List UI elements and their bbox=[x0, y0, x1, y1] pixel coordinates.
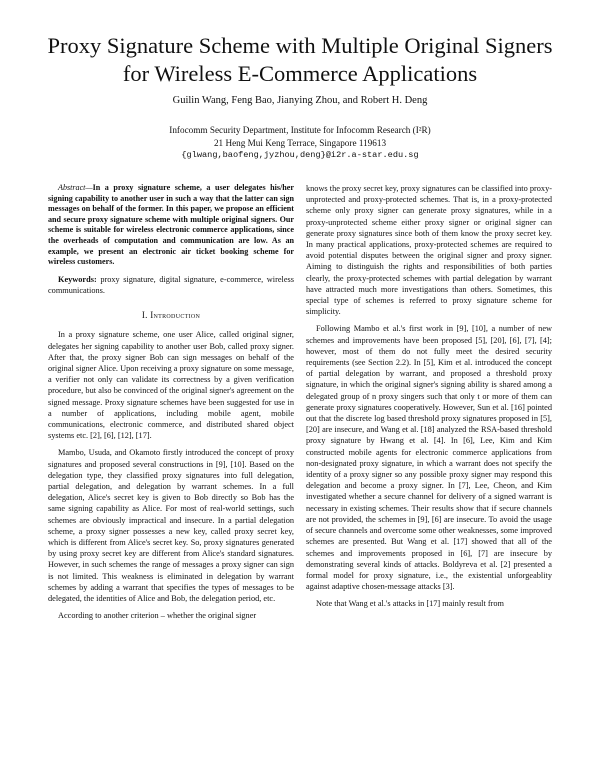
affiliation-block bbox=[40, 124, 560, 162]
right-paragraph-2: Following Mambo et al.'s first work in [9], [10], a number of new schemes and improvements have been proposed [5], [20], [6], [7], [4]; however, most of them do not fully meet the desired security requirements (see Section 2.2). In [5], Kim et al. introduced the concept of partial delegation by warrant, and proposed a threshold proxy signature, in which the original signer's signing ability is shared among a delegated group of n proxy singers such that only t or more of them can generate proxy signatures cooperatively. However, Sun et al. [16] pointed out that the discrete log based threshold proxy signatures proposed in [5], [20] are insecure, and Wang et al. [18] analyzed the RSA-based threshold proxy signature by Hwang et al. [4]. In [6], Lee, Kim and Kim constructed mobile agents for electronic commerce applications from non-designated proxy signature, in which a warrant does not specify the identity of a proxy signer so any possible proxy signer may respond this delegation and become a proxy signer. In [7], Lee, Cheon, and Kim investigated whether a secure channel for delivery of a signed warrant is necessary in existing schemes. Their results show that if secure channels are not provided, the schemes in [9], [6] are insecure. To avoid the usage of secure channels and overcome some other weaknesses, some improved schemes are presented. But Wang et al. [17] showed that all of the schemes and improvements proposed in [6], [7] are insecure by demonstrating several kinds of attacks. Boldyreva et al. [2] presented a formal model for proxy signature, i.e., the existential unforgeablity against adaptive chosen-message attacks [3]. bbox=[306, 324, 552, 592]
address-line: 21 Heng Mui Keng Terrace, Singapore 119613 bbox=[213, 137, 387, 148]
abstract bbox=[48, 183, 294, 268]
section-heading-introduction: I. Introduction bbox=[141, 310, 201, 321]
author-list: Guilin Wang, Feng Bao, Jianying Zhou, and Robert H. Deng bbox=[172, 95, 428, 106]
paper-title: Proxy Signature Scheme with Multiple Original Signers for Wireless E-Commerce Applications bbox=[47, 33, 553, 86]
keywords-label: Keywords: bbox=[58, 274, 97, 284]
abstract-text: In a proxy signature scheme, a user delegates his/her signing capability to another user in such a way that the latter can sign messages on behalf of the former. In this paper, we propose an efficient and secure proxy signature scheme with multiple original signers. Our scheme is suitable for wireless electronic commerce applications, since the overheads of computation and communication are low. As an example, we present an electronic air ticket booking scheme for wireless customers. bbox=[48, 183, 294, 267]
right-column bbox=[306, 183, 552, 616]
intro-paragraph-1: In a proxy signature scheme, one user Alice, called original signer, delegates her signing capability to another user Bob, called proxy signer. After that, the proxy signer Bob can sign messages on behalf of the original signer Alice. Upon receiving a proxy signature on some message, a verifier not only can validate its correctness by a given verification procedure, but also be convinced of the original signer's agreement on the signed message. Proxy signature schemes have been suggested for use in a number of applications, including mobile agent, mobile communications, electronic commerce, and distributed shared object systems etc. [2], [6], [12], [17]. bbox=[48, 330, 294, 441]
keywords bbox=[48, 274, 294, 296]
keywords-text: proxy signature, digital signature, e-commerce, wireless communications. bbox=[48, 274, 294, 295]
affiliation-line: Infocomm Security Department, Institute for Infocomm Research (I²R) bbox=[169, 125, 431, 135]
left-column bbox=[48, 183, 294, 627]
abstract-lead: Abstract— bbox=[58, 183, 93, 192]
right-paragraph-3: Note that Wang et al.'s attacks in [17] mainly result from bbox=[316, 599, 504, 609]
intro-paragraph-3: According to another criterion – whether the original signer bbox=[58, 611, 257, 621]
email-line: {glwang,baofeng,jyzhou,deng}@i2r.a-star.edu.sg bbox=[181, 150, 419, 160]
right-paragraph-1: knows the proxy secret key, proxy signatures can be classified into proxy-unprotected and proxy-protected schemes. That is, in a proxy-protected scheme only proxy signer can generate proxy signatures, while in a proxy-unprotected scheme either proxy signer or original signer can generate proxy signatures since both of them know the proxy secret key. In many practical applications, proxy-protected schemes are required to avoid potential disputes between the original signer and proxy signer. Aiming to distinguish the rights and responsibilities of both parties clearly, the proxy-protected schemes with partial delegation by warrant have attracted much more investigations than others. Sometimes, this special type of schemes is referred to proxy signature scheme for simplicity. bbox=[306, 184, 552, 317]
intro-paragraph-2: Mambo, Usuda, and Okamoto firstly introduced the concept of proxy signatures and proposed several constructions in [9], [10]. Based on the delegation type, they classified proxy signatures into full delegation, partial delegation, and delegation by warrant schemes. In a full delegation, Alice's secret key is given to Bob directly so Bob has the same signing capability as Alice. For most of real-world settings, such schemes are obviously impractical and insecure. In a partial delegation scheme, a proxy signer possesses a new key, called proxy secret key, which is different from Alice's secret key. So, proxy signatures generated by using proxy secret key are different from Alice's standard signatures. However, in such schemes the range of messages a proxy signer can sign is not limited. This weakness is eliminated in delegation by warrant schemes by adding a warrant that specifies the types of messages to be delegated, the identities of Alice and Bob, the delegation period, etc. bbox=[48, 448, 294, 604]
